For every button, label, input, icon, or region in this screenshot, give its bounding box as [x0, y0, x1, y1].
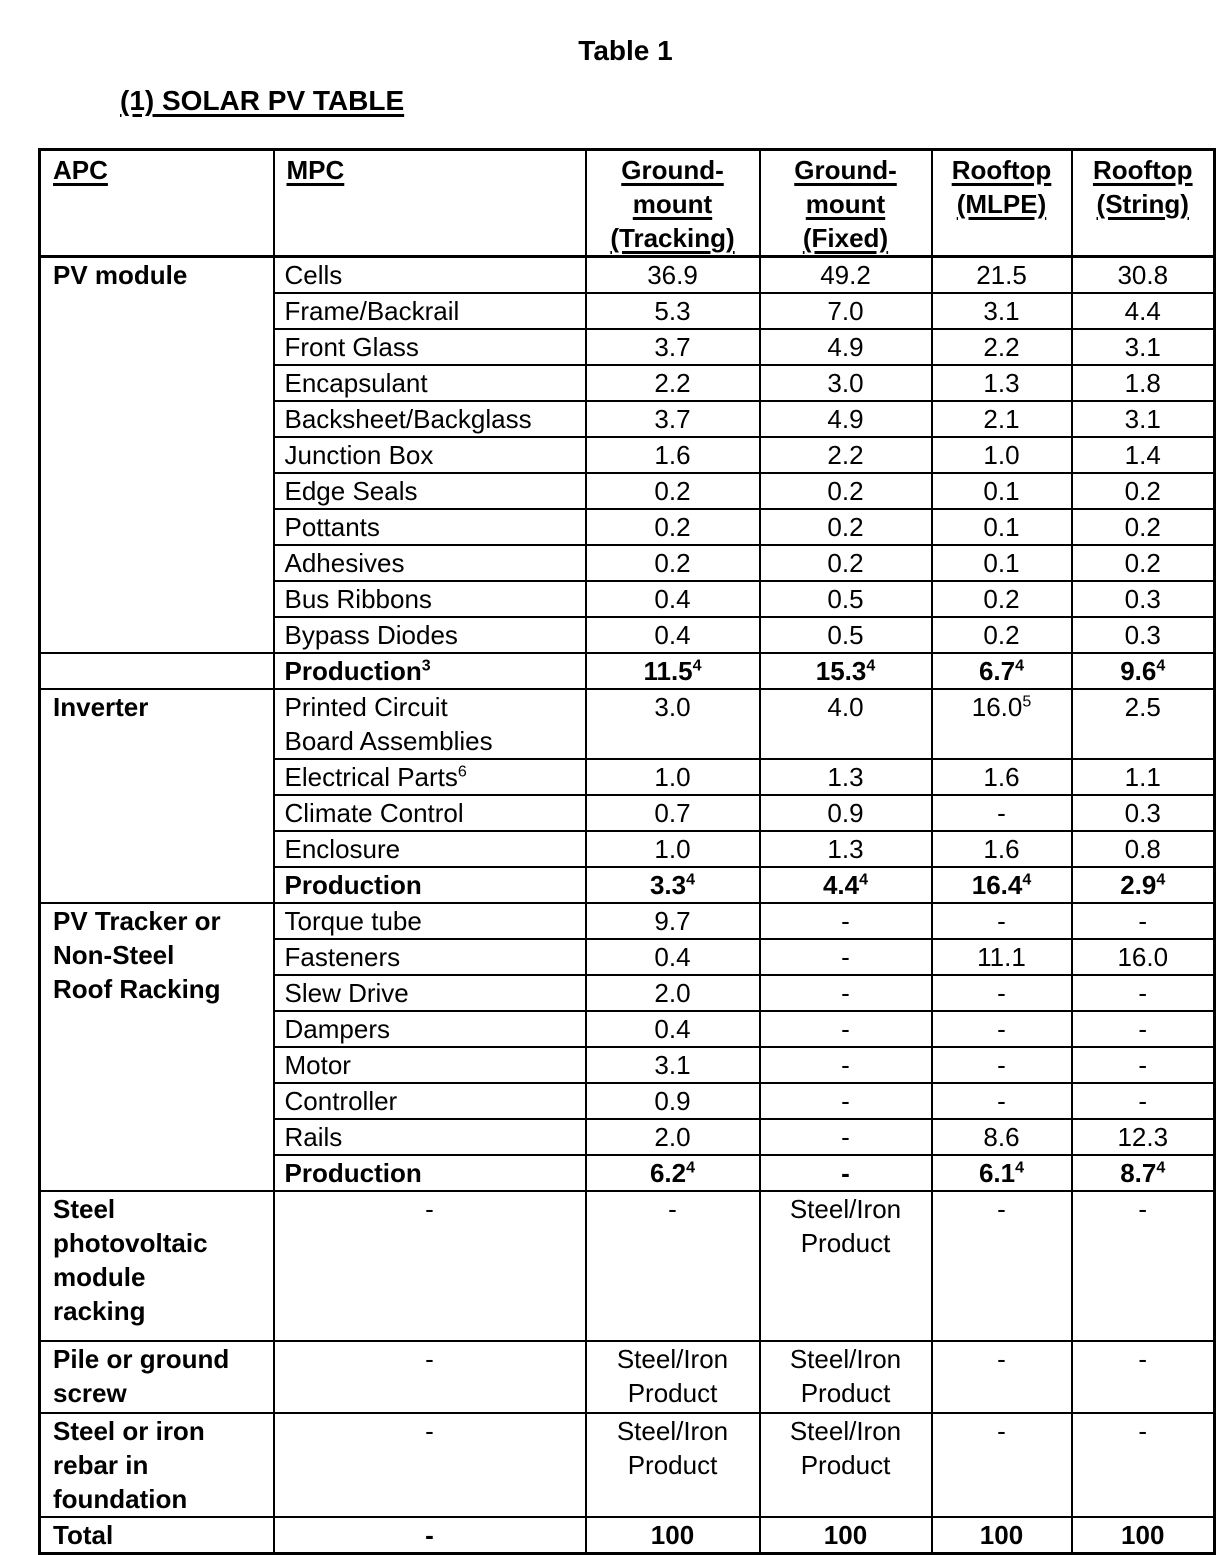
- header-line: (MLPE): [956, 189, 1047, 219]
- mpc-cell: -: [274, 1191, 586, 1341]
- cell-line: module: [53, 1262, 146, 1292]
- cell-line: -: [1138, 1416, 1148, 1446]
- value-cell: [586, 1155, 760, 1191]
- value-cell: 0.8: [1072, 831, 1215, 867]
- value-cell: 100: [760, 1517, 932, 1554]
- value-cell: 0.5: [760, 581, 932, 617]
- value-cell: 49.2: [760, 257, 932, 294]
- header-rooftop-mlpe: [932, 150, 1072, 257]
- value-cell: [1072, 1191, 1215, 1341]
- cell-text: 16.4: [971, 870, 1023, 900]
- value-cell: 1.6: [932, 759, 1072, 795]
- value-cell: 0.3: [1072, 581, 1215, 617]
- value-cell: 11.1: [932, 939, 1072, 975]
- value-cell: -: [1072, 975, 1215, 1011]
- value-cell: 0.3: [1072, 617, 1215, 653]
- cell-text: 9.6: [1120, 656, 1157, 686]
- cell-line: Product: [800, 1378, 891, 1408]
- value-cell: 1.3: [760, 759, 932, 795]
- header-mpc: [274, 150, 586, 257]
- cell-line: Product: [800, 1450, 891, 1480]
- value-cell: [760, 1413, 932, 1517]
- cell-line: Pile or ground: [53, 1344, 230, 1374]
- section-heading: (1) SOLAR PV TABLE: [120, 85, 405, 116]
- mpc-cell: Torque tube: [274, 903, 586, 939]
- value-cell: 0.9: [586, 1083, 760, 1119]
- cell-text: Production: [284, 656, 422, 686]
- cell-line: screw: [53, 1378, 127, 1408]
- value-cell: 2.0: [586, 975, 760, 1011]
- value-cell: 4.0: [760, 689, 932, 759]
- cell-line: Steel/Iron: [789, 1344, 902, 1374]
- value-cell: [760, 653, 932, 689]
- value-cell: [1072, 1341, 1215, 1413]
- value-cell: 0.1: [932, 473, 1072, 509]
- cell-line: Steel or iron: [53, 1416, 205, 1446]
- cell-text: 4.4: [822, 870, 860, 900]
- mpc-cell: [274, 689, 586, 759]
- value-cell: 1.4: [1072, 437, 1215, 473]
- value-cell: -: [760, 975, 932, 1011]
- value-cell: [760, 1191, 932, 1341]
- value-cell: [1072, 1413, 1215, 1517]
- value-cell: [932, 1191, 1072, 1341]
- mpc-cell: Backsheet/Backglass: [274, 401, 586, 437]
- value-cell: 100: [586, 1517, 760, 1554]
- value-cell: [932, 1341, 1072, 1413]
- mpc-cell: Frame/Backrail: [274, 293, 586, 329]
- value-cell: 100: [932, 1517, 1072, 1554]
- cell-line: Non-Steel: [53, 940, 175, 970]
- value-cell: 3.7: [586, 329, 760, 365]
- superscript: 4: [1015, 657, 1025, 675]
- cell-line: Printed Circuit: [284, 692, 448, 722]
- value-cell: 0.2: [586, 545, 760, 581]
- value-cell: -: [760, 903, 932, 939]
- superscript: 4: [692, 657, 702, 675]
- value-cell: [586, 653, 760, 689]
- value-cell: 0.2: [932, 617, 1072, 653]
- value-cell: [586, 1341, 760, 1413]
- value-cell: -: [760, 1155, 932, 1191]
- cell-text: 6.1: [978, 1158, 1016, 1188]
- value-cell: -: [760, 1119, 932, 1155]
- mpc-cell: Fasteners: [274, 939, 586, 975]
- value-cell: [932, 689, 1072, 759]
- value-cell: -: [932, 795, 1072, 831]
- value-cell: 100: [1072, 1517, 1215, 1554]
- solar-pv-table: [38, 148, 1216, 1555]
- header-apc: [40, 150, 274, 257]
- page-title: Table 1: [578, 35, 673, 66]
- mpc-cell: Enclosure: [274, 831, 586, 867]
- apc-cell-steel-racking: [40, 1191, 274, 1341]
- value-cell: -: [1072, 1083, 1215, 1119]
- row-total: [40, 1517, 1215, 1554]
- mpc-cell: -: [274, 1413, 586, 1517]
- mpc-cell: Climate Control: [274, 795, 586, 831]
- header-ground-mount-tracking: [586, 150, 760, 257]
- mpc-cell: Bus Ribbons: [274, 581, 586, 617]
- value-cell: -: [932, 903, 1072, 939]
- cell-line: foundation: [53, 1484, 188, 1514]
- superscript: 4: [1156, 657, 1166, 675]
- value-cell: 2.2: [586, 365, 760, 401]
- value-cell: -: [760, 1011, 932, 1047]
- value-cell: [586, 1191, 760, 1341]
- value-cell: -: [932, 975, 1072, 1011]
- value-cell: 2.1: [932, 401, 1072, 437]
- cell-line: -: [997, 1344, 1006, 1374]
- mpc-cell: Edge Seals: [274, 473, 586, 509]
- header-mpc-label: MPC: [286, 155, 345, 185]
- value-cell: 7.0: [760, 293, 932, 329]
- mpc-cell: Adhesives: [274, 545, 586, 581]
- mpc-cell: Controller: [274, 1083, 586, 1119]
- row-steel-pv-module-racking: [40, 1191, 1215, 1341]
- mpc-cell: Production: [274, 867, 586, 903]
- value-cell: [586, 1413, 760, 1517]
- value-cell: 36.9: [586, 257, 760, 294]
- value-cell: -: [932, 1083, 1072, 1119]
- value-cell: 3.0: [586, 689, 760, 759]
- mpc-cell: [274, 653, 586, 689]
- cell-line: PV Tracker or: [53, 906, 221, 936]
- cell-line: Board Assemblies: [284, 726, 493, 756]
- value-cell: 1.8: [1072, 365, 1215, 401]
- cell-line: -: [997, 1416, 1006, 1446]
- value-cell: -: [1072, 903, 1215, 939]
- value-cell: [1072, 653, 1215, 689]
- value-cell: 2.2: [932, 329, 1072, 365]
- header-line: (Tracking): [610, 223, 735, 253]
- cell-line: -: [668, 1194, 677, 1224]
- value-cell: 1.0: [586, 831, 760, 867]
- superscript: 4: [686, 871, 696, 889]
- value-cell: 1.3: [932, 365, 1072, 401]
- cell-text: 2.9: [1120, 870, 1157, 900]
- value-cell: 2.0: [586, 1119, 760, 1155]
- cell-line: Steel: [53, 1194, 116, 1224]
- value-cell: 5.3: [586, 293, 760, 329]
- apc-cell-pv-tracker: [40, 903, 274, 1191]
- value-cell: [586, 867, 760, 903]
- apc-cell-inverter: Inverter: [40, 689, 274, 903]
- superscript: 4: [866, 657, 876, 675]
- value-cell: 0.2: [1072, 473, 1215, 509]
- value-cell: -: [1072, 1047, 1215, 1083]
- mpc-cell: Rails: [274, 1119, 586, 1155]
- value-cell: 1.0: [586, 759, 760, 795]
- cell-line: -: [1138, 1194, 1148, 1224]
- value-cell: 4.4: [1072, 293, 1215, 329]
- row-printed-circuit-board-assemblies: [40, 689, 1215, 759]
- value-cell: 0.9: [760, 795, 932, 831]
- header-line: Ground-: [794, 155, 897, 185]
- apc-cell-total: Total: [40, 1517, 274, 1554]
- mpc-cell: Pottants: [274, 509, 586, 545]
- value-cell: 0.7: [586, 795, 760, 831]
- value-cell: 0.2: [760, 545, 932, 581]
- value-cell: 0.1: [932, 509, 1072, 545]
- row-torque-tube: [40, 903, 1215, 939]
- value-cell: 3.1: [1072, 401, 1215, 437]
- cell-line: rebar in: [53, 1450, 149, 1480]
- value-cell: -: [760, 1083, 932, 1119]
- table-header-row: [40, 150, 1215, 257]
- value-cell: 3.7: [586, 401, 760, 437]
- value-cell: 3.0: [760, 365, 932, 401]
- value-cell: 0.4: [586, 581, 760, 617]
- mpc-cell: Junction Box: [274, 437, 586, 473]
- mpc-cell: -: [274, 1341, 586, 1413]
- value-cell: 4.9: [760, 329, 932, 365]
- mpc-cell: Slew Drive: [274, 975, 586, 1011]
- value-cell: 12.3: [1072, 1119, 1215, 1155]
- row-cells: [40, 257, 1215, 294]
- header-rooftop-string: [1072, 150, 1215, 257]
- value-cell: 0.5: [760, 617, 932, 653]
- cell-line: -: [1138, 1344, 1148, 1374]
- value-cell: 0.2: [932, 581, 1072, 617]
- value-cell: 1.6: [932, 831, 1072, 867]
- value-cell: 16.0: [1072, 939, 1215, 975]
- header-apc-label: APC: [53, 155, 108, 185]
- superscript: 4: [1022, 871, 1032, 889]
- value-cell: -: [1072, 1011, 1215, 1047]
- superscript: 4: [859, 871, 869, 889]
- header-line: Ground-: [621, 155, 724, 185]
- value-cell: -: [760, 1047, 932, 1083]
- value-cell: 3.1: [1072, 329, 1215, 365]
- mpc-cell: -: [274, 1517, 586, 1554]
- mpc-cell: Production: [274, 1155, 586, 1191]
- value-cell: 0.2: [1072, 509, 1215, 545]
- value-cell: 9.7: [586, 903, 760, 939]
- value-cell: -: [932, 1047, 1072, 1083]
- value-cell: 1.0: [932, 437, 1072, 473]
- value-cell: 3.1: [586, 1047, 760, 1083]
- value-cell: 0.4: [586, 617, 760, 653]
- row-pile-or-ground-screw: [40, 1341, 1215, 1413]
- row-pv-module-production: [40, 653, 1215, 689]
- superscript: 4: [686, 1159, 696, 1177]
- value-cell: [1072, 867, 1215, 903]
- value-cell: 0.2: [760, 509, 932, 545]
- cell-text: 8.7: [1120, 1158, 1157, 1188]
- apc-cell-rebar: [40, 1413, 274, 1517]
- value-cell: 0.2: [586, 509, 760, 545]
- apc-empty-cell: [40, 653, 274, 689]
- value-cell: [932, 867, 1072, 903]
- value-cell: [760, 1341, 932, 1413]
- value-cell: 0.3: [1072, 795, 1215, 831]
- superscript: 4: [1156, 1159, 1166, 1177]
- header-line: (String): [1096, 189, 1189, 219]
- header-line: mount: [632, 189, 713, 219]
- header-line: mount: [805, 189, 886, 219]
- cell-line: Steel/Iron: [789, 1416, 902, 1446]
- header-ground-mount-fixed: [760, 150, 932, 257]
- value-cell: 21.5: [932, 257, 1072, 294]
- superscript: 3: [421, 657, 431, 675]
- cell-line: Steel/Iron: [616, 1344, 729, 1374]
- value-cell: 0.4: [586, 939, 760, 975]
- apc-cell-pv-module: PV module: [40, 257, 274, 654]
- superscript: 4: [1015, 1159, 1025, 1177]
- value-cell: 8.6: [932, 1119, 1072, 1155]
- value-cell: 0.4: [586, 1011, 760, 1047]
- row-steel-or-iron-rebar: [40, 1413, 1215, 1517]
- value-cell: 0.2: [1072, 545, 1215, 581]
- header-line: (Fixed): [802, 223, 889, 253]
- cell-line: -: [997, 1194, 1006, 1224]
- header-line: Rooftop: [951, 155, 1052, 185]
- cell-line: Product: [627, 1450, 718, 1480]
- cell-line: photovoltaic: [53, 1228, 208, 1258]
- mpc-cell: Dampers: [274, 1011, 586, 1047]
- cell-line: racking: [53, 1296, 146, 1326]
- cell-line: Product: [800, 1228, 891, 1258]
- value-cell: 30.8: [1072, 257, 1215, 294]
- value-cell: -: [760, 939, 932, 975]
- cell-line: Steel/Iron: [789, 1194, 902, 1224]
- value-cell: 3.1: [932, 293, 1072, 329]
- value-cell: 2.2: [760, 437, 932, 473]
- value-cell: [932, 1413, 1072, 1517]
- value-cell: 0.1: [932, 545, 1072, 581]
- cell-text: 6.2: [649, 1158, 687, 1188]
- superscript: 6: [457, 763, 467, 781]
- mpc-cell: Encapsulant: [274, 365, 586, 401]
- cell-text: 6.7: [978, 656, 1016, 686]
- cell-line: Steel/Iron: [616, 1416, 729, 1446]
- cell-text: Electrical Parts: [284, 762, 458, 792]
- value-cell: -: [932, 1011, 1072, 1047]
- superscript: 4: [1156, 871, 1166, 889]
- mpc-cell: Motor: [274, 1047, 586, 1083]
- value-cell: 1.3: [760, 831, 932, 867]
- cell-text: 3.3: [649, 870, 687, 900]
- value-cell: [1072, 1155, 1215, 1191]
- value-cell: [760, 867, 932, 903]
- mpc-cell: Front Glass: [274, 329, 586, 365]
- superscript: 5: [1022, 693, 1032, 711]
- value-cell: 0.2: [586, 473, 760, 509]
- mpc-cell: [274, 759, 586, 795]
- cell-text: 16.0: [971, 692, 1023, 722]
- value-cell: 2.5: [1072, 689, 1215, 759]
- value-cell: [932, 1155, 1072, 1191]
- header-line: Rooftop: [1092, 155, 1193, 185]
- mpc-cell: Bypass Diodes: [274, 617, 586, 653]
- cell-text: 11.5: [643, 656, 693, 686]
- apc-cell-pile: [40, 1341, 274, 1413]
- cell-text: 15.3: [815, 656, 867, 686]
- value-cell: 1.6: [586, 437, 760, 473]
- value-cell: 0.2: [760, 473, 932, 509]
- cell-line: Roof Racking: [53, 974, 221, 1004]
- cell-line: Product: [627, 1378, 718, 1408]
- value-cell: 4.9: [760, 401, 932, 437]
- mpc-cell: Cells: [274, 257, 586, 294]
- value-cell: [932, 653, 1072, 689]
- value-cell: 1.1: [1072, 759, 1215, 795]
